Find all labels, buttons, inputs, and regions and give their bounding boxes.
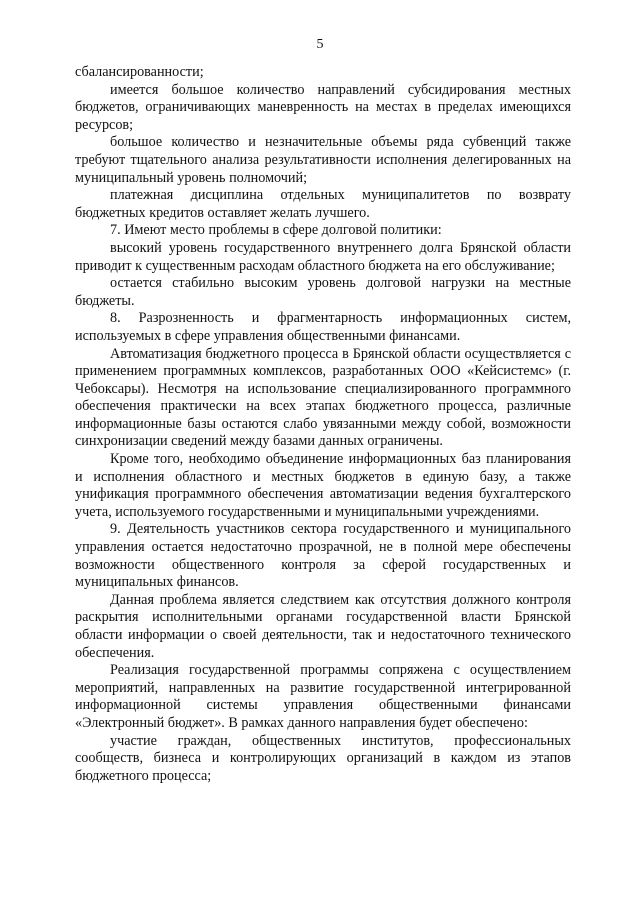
- paragraph-automation: Автоматизация бюджетного процесса в Брянской области осуществляется с применением программных комплексов, разработанных ООО «Кейсистемс» (г. Чебоксары). Несмотря на использование специализированного программного обеспечения практически на всех этапах бюджетного процесса, различные информационные базы остаются слабо увязанными между собой, возможности синхронизации сведений между базами данных ограничены.: [75, 345, 571, 450]
- paragraph-database-unification: Кроме того, необходимо объединение информационных баз планирования и исполнения областного и местных бюджетов в единую базу, а также унификация программного обеспечения автоматизации ведения бухгалтерского учета, используемого государственными и муниципальными учреждениями.: [75, 451, 571, 520]
- paragraph-subventions: большое количество и незначительные объемы ряда субвенций также требуют тщательного анализа результативности исполнения делегированных на муниципальный уровень полномочий;: [75, 134, 571, 186]
- paragraph-problem-consequence: Данная проблема является следствием как отсутствия должного контроля раскрытия исполнительными органами государственной власти Брянской области информации о своей деятельности, так и недостаточного технического обеспечения.: [75, 591, 571, 661]
- paragraph-citizen-participation: участие граждан, общественных институтов, профессиональных сообществ, бизнеса и контролирующих организаций в каждом из этапов бюджетного процесса;: [75, 732, 571, 784]
- paragraph-program-implementation: Реализация государственной программы сопряжена с осуществлением мероприятий, направленных на развитие государственной интегрированной информационной системы управления общественными финансами «Электронный бюджет». В рамках данного направления будет обеспечено:: [75, 662, 571, 731]
- page-number: 5: [316, 37, 324, 52]
- paragraph-state-debt: высокий уровень государственного внутреннего долга Брянской области приводит к существенным расходам областного бюджета на его обслуживание;: [75, 239, 571, 274]
- paragraph-payment-discipline: платежная дисциплина отдельных муниципалитетов по возврату бюджетных кредитов оставляет желать лучшего.: [75, 187, 571, 221]
- paragraph-item-7-heading: 7. Имеют место проблемы в сфере долговой политики:: [110, 222, 442, 239]
- paragraph-subsidies: имеется большое количество направлений субсидирования местных бюджетов, ограничивающих маневренность на местах в пределах имеющихся ресурсов;: [75, 81, 571, 133]
- paragraph-item-9-heading: 9. Деятельность участников сектора государственного и муниципального управления остается недостаточно прозрачной, не в полной мере обеспечены возможности общественного контроля за сферой государственных и муниципальных финансов.: [75, 521, 571, 591]
- paragraph-item-8-heading: 8. Разрозненность и фрагментарность информационных систем, используемых в сфере управления общественными финансами.: [75, 310, 571, 344]
- document-body: [75, 64, 571, 785]
- paragraph-continuation: сбалансированности;: [75, 64, 204, 80]
- paragraph-debt-load: остается стабильно высоким уровень долговой нагрузки на местные бюджеты.: [75, 275, 571, 309]
